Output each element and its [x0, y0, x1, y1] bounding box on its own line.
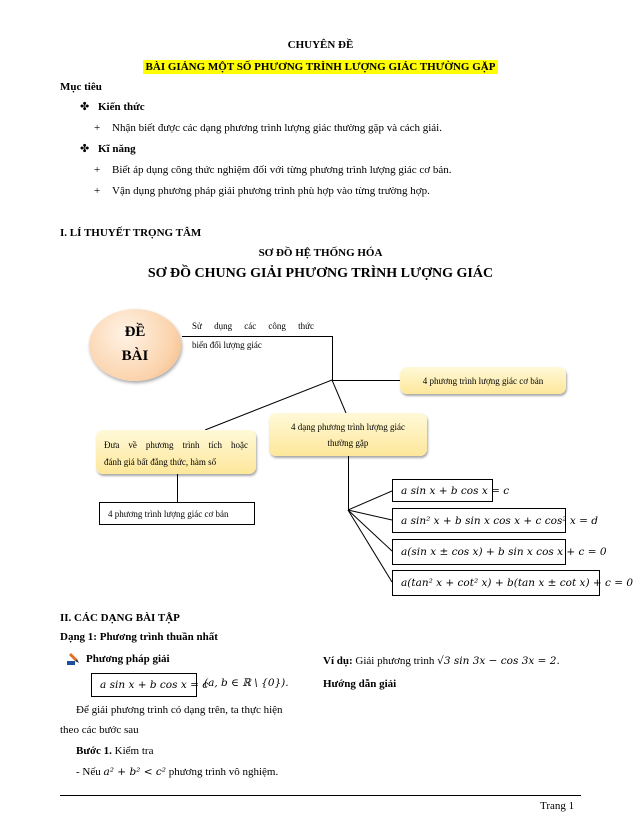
example-text: Giải phương trình — [355, 655, 435, 667]
skills-label: Kĩ năng — [98, 143, 136, 155]
formula-3: a(sin x ± cos x) + b sin x cos x + c = 0 — [401, 546, 607, 558]
plus-bullet-icon: + — [94, 164, 101, 176]
common4-label-line1: 4 dạng phương trình lượng giác — [290, 422, 405, 432]
step1-text: Kiểm tra — [114, 745, 154, 757]
footer-rule — [60, 795, 581, 796]
knowledge-label: Kiến thức — [98, 101, 145, 113]
basic4-right-node — [400, 367, 566, 394]
transform-label-line1: Sử dụng các công thức — [192, 321, 314, 331]
formula-box-4 — [392, 570, 634, 596]
formula-box-2 — [392, 508, 599, 533]
product-node — [96, 430, 256, 474]
section1-heading: I. LÍ THUYẾT TRỌNG TÂM — [60, 227, 202, 239]
transform-label-line2: biến đổi lượng giác — [192, 340, 262, 350]
formula-1: a sin x + b cos x = c — [401, 484, 510, 497]
diamond-bullet-icon: ✤ — [80, 143, 90, 155]
example — [323, 655, 560, 667]
example-label: Ví dụ: — [323, 655, 353, 667]
intro-line2: theo các bước sau — [60, 724, 139, 736]
plus-bullet-icon: + — [94, 185, 101, 197]
method-formula: a sin x + b cos x = c — [100, 679, 209, 691]
connector-line — [348, 456, 349, 511]
case1 — [76, 766, 278, 778]
intro-line1: Để giải phương trình có dạng trên, ta thực hiện — [76, 704, 283, 716]
formula-2: a sin² x + b sin x cos x + c cos² x = d — [401, 514, 599, 527]
plus-bullet-icon: + — [94, 122, 101, 134]
example-math: √3 sin 3x − cos 3x = 2. — [437, 655, 560, 667]
product-label-line2: đánh giá bất đẳng thức, hàm số — [104, 457, 217, 467]
case1-suffix: phương trình vô nghiệm. — [168, 766, 279, 778]
page-title: BÀI GIẢNG MỘT SỐ PHƯƠNG TRÌNH LƯỢNG GIÁC THƯỜNG GẶP — [143, 60, 499, 74]
formula-box-1 — [392, 479, 510, 502]
de-bai-node — [89, 309, 181, 381]
section2-heading: II. CÁC DẠNG BÀI TẬP — [60, 612, 180, 624]
objectives-heading: Mục tiêu — [60, 81, 102, 93]
product-label-line1: Đưa về phương trình tích hoặc — [104, 440, 248, 450]
step1 — [76, 745, 153, 757]
step1-label: Bước 1. — [76, 745, 112, 757]
guide-label: Hướng dẫn giải — [323, 678, 397, 690]
basic4-left-label: 4 phương trình lượng giác cơ bản — [108, 508, 229, 519]
basic4-right-label: 4 phương trình lượng giác cơ bản — [422, 375, 544, 386]
common4-node — [269, 413, 427, 456]
de-bai-line2: BÀI — [121, 348, 149, 364]
diagram-title: SƠ ĐỒ CHUNG GIẢI PHƯƠNG TRÌNH LƯỢNG GIÁC — [147, 266, 494, 281]
type1-heading: Dạng 1: Phương trình thuần nhất — [60, 631, 218, 643]
pencil-hand-icon — [66, 652, 80, 666]
connector-line — [177, 474, 178, 502]
method-formula-box — [91, 673, 209, 697]
topic-label: CHUYÊN ĐỀ — [287, 39, 354, 51]
common4-label-line2: thường gặp — [327, 438, 369, 448]
section1-subheading: SƠ ĐỒ HỆ THỐNG HÓA — [258, 247, 383, 259]
diamond-bullet-icon: ✤ — [80, 101, 90, 113]
method-condition: (a, b ∈ ℝ \ {0}). — [204, 677, 289, 689]
formula-box-3 — [392, 539, 607, 565]
case1-math: a² + b² < c² — [103, 766, 166, 778]
skills-item: Vận dụng phương pháp giải phương trình phù hợp vào từng trường hợp. — [112, 185, 430, 197]
method-label: Phương pháp giải — [86, 653, 170, 665]
basic4-left-node — [99, 502, 255, 525]
page-number: Trang 1 — [540, 800, 575, 812]
knowledge-item: Nhận biết được các dạng phương trình lượng giác thường gặp và cách giải. — [112, 122, 442, 134]
formula-4: a(tan² x + cot² x) + b(tan x ± cot x) + c = 0 — [401, 577, 634, 589]
skills-item: Biết áp dụng công thức nghiệm đối với từng phương trình lượng giác cơ bản. — [112, 164, 452, 176]
de-bai-line1: ĐỀ — [124, 324, 146, 340]
case1-prefix: - Nếu — [76, 766, 101, 778]
